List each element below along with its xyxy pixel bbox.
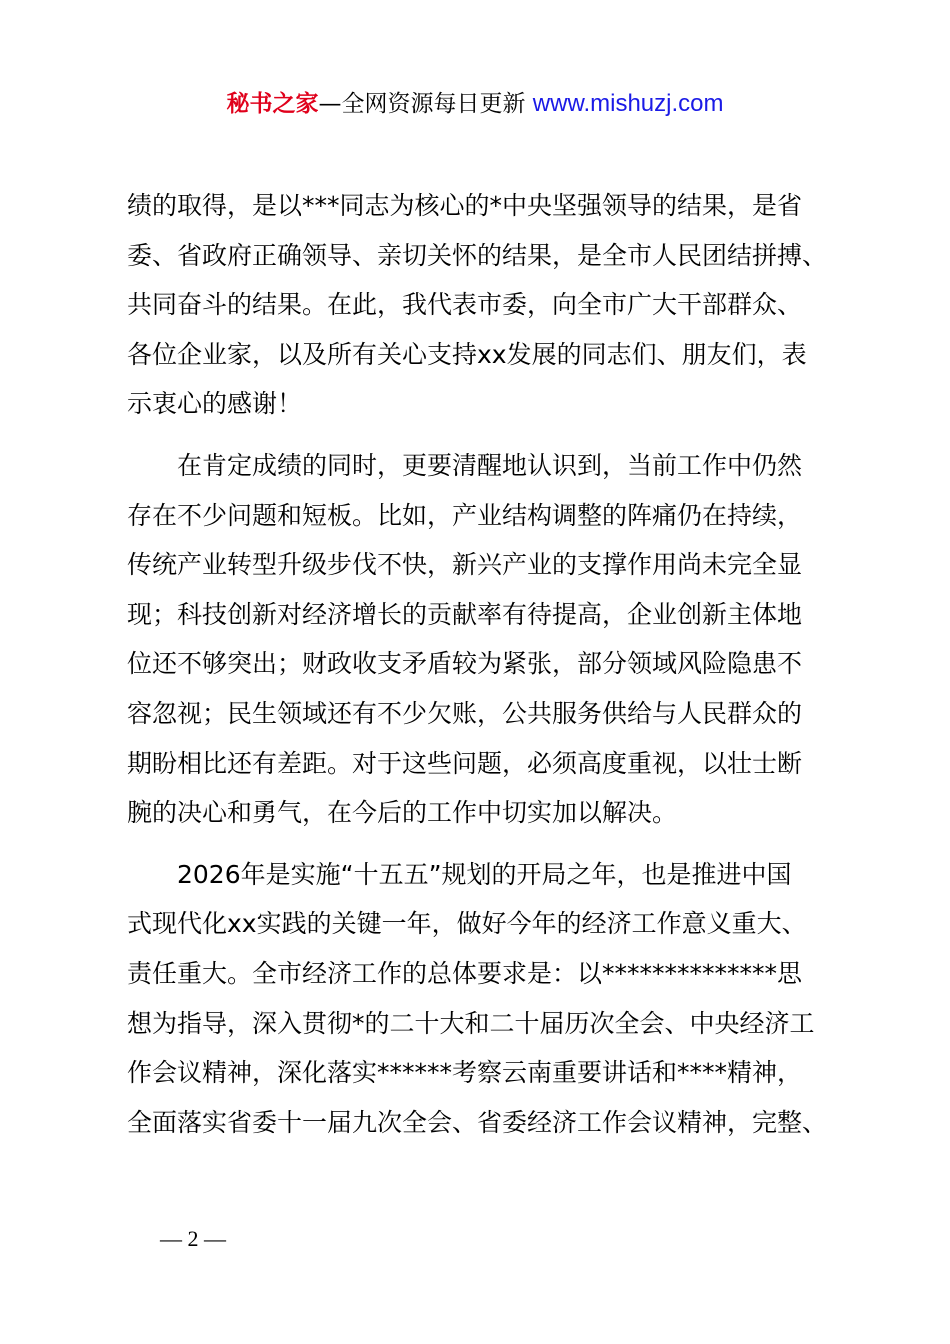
text-line: 全面落实省委十一届九次全会、省委经济工作会议精神，完整、 — [127, 1107, 828, 1137]
text-line: 期盼相比还有差距。对于这些问题，必须高度重视，以壮士断 — [127, 748, 803, 778]
page-number: — 2 — — [160, 1226, 226, 1251]
paragraph-2 — [127, 441, 835, 838]
paragraph-3 — [127, 850, 835, 1148]
text-line: 各位企业家，以及所有关心支持xx发展的同志们、朋友们，表 — [127, 339, 807, 369]
paragraph-gap — [127, 429, 835, 441]
text-line: 存在不少问题和短板。比如，产业结构调整的阵痛仍在持续， — [127, 500, 803, 530]
text-line: 传统产业转型升级步伐不快，新兴产业的支撑作用尚未完全显 — [127, 550, 803, 580]
text-line: 式现代化xx实践的关键一年，做好今年的经济工作意义重大、 — [127, 909, 807, 939]
text-line: 在肯定成绩的同时，更要清醒地认识到，当前工作中仍然 — [177, 450, 803, 480]
text-line: 示衷心的感谢！ — [127, 389, 303, 419]
site-tagline: —全网资源每日更新 — [318, 91, 533, 117]
document-body — [127, 181, 835, 1147]
text-line: 腕的决心和勇气，在今后的工作中切实加以解决。 — [127, 798, 678, 828]
text-line: 2026年是实施“十五五”规划的开局之年，也是推进中国 — [177, 859, 792, 889]
text-line: 委、省政府正确领导、亲切关怀的结果，是全市人民团结拼搏、 — [127, 240, 828, 270]
text-line: 共同奋斗的结果。在此，我代表市委，向全市广大干部群众、 — [127, 290, 803, 320]
site-header — [0, 88, 950, 120]
text-line: 现；科技创新对经济增长的贡献率有待提高，企业创新主体地 — [127, 599, 803, 629]
text-line: 容忽视；民生领域还有不少欠账，公共服务供给与人民群众的 — [127, 698, 803, 728]
text-line: 位还不够突出；财政收支矛盾较为紧张，部分领域风险隐患不 — [127, 649, 803, 679]
paragraph-gap — [127, 838, 835, 850]
text-line: 想为指导，深入贯彻*的二十大和二十届历次全会、中央经济工 — [127, 1008, 815, 1038]
paragraph-1 — [127, 181, 835, 429]
site-url-link[interactable]: www.mishuzj.com — [532, 90, 724, 117]
text-line: 绩的取得，是以***同志为核心的*中央坚强领导的结果，是省 — [127, 191, 803, 220]
brand-name: 秘书之家 — [226, 91, 319, 117]
text-line: 作会议精神，深化落实******考察云南重要讲话和****精神， — [127, 1058, 803, 1088]
text-line: 责任重大。全市经济工作的总体要求是：以**************思 — [127, 958, 803, 988]
